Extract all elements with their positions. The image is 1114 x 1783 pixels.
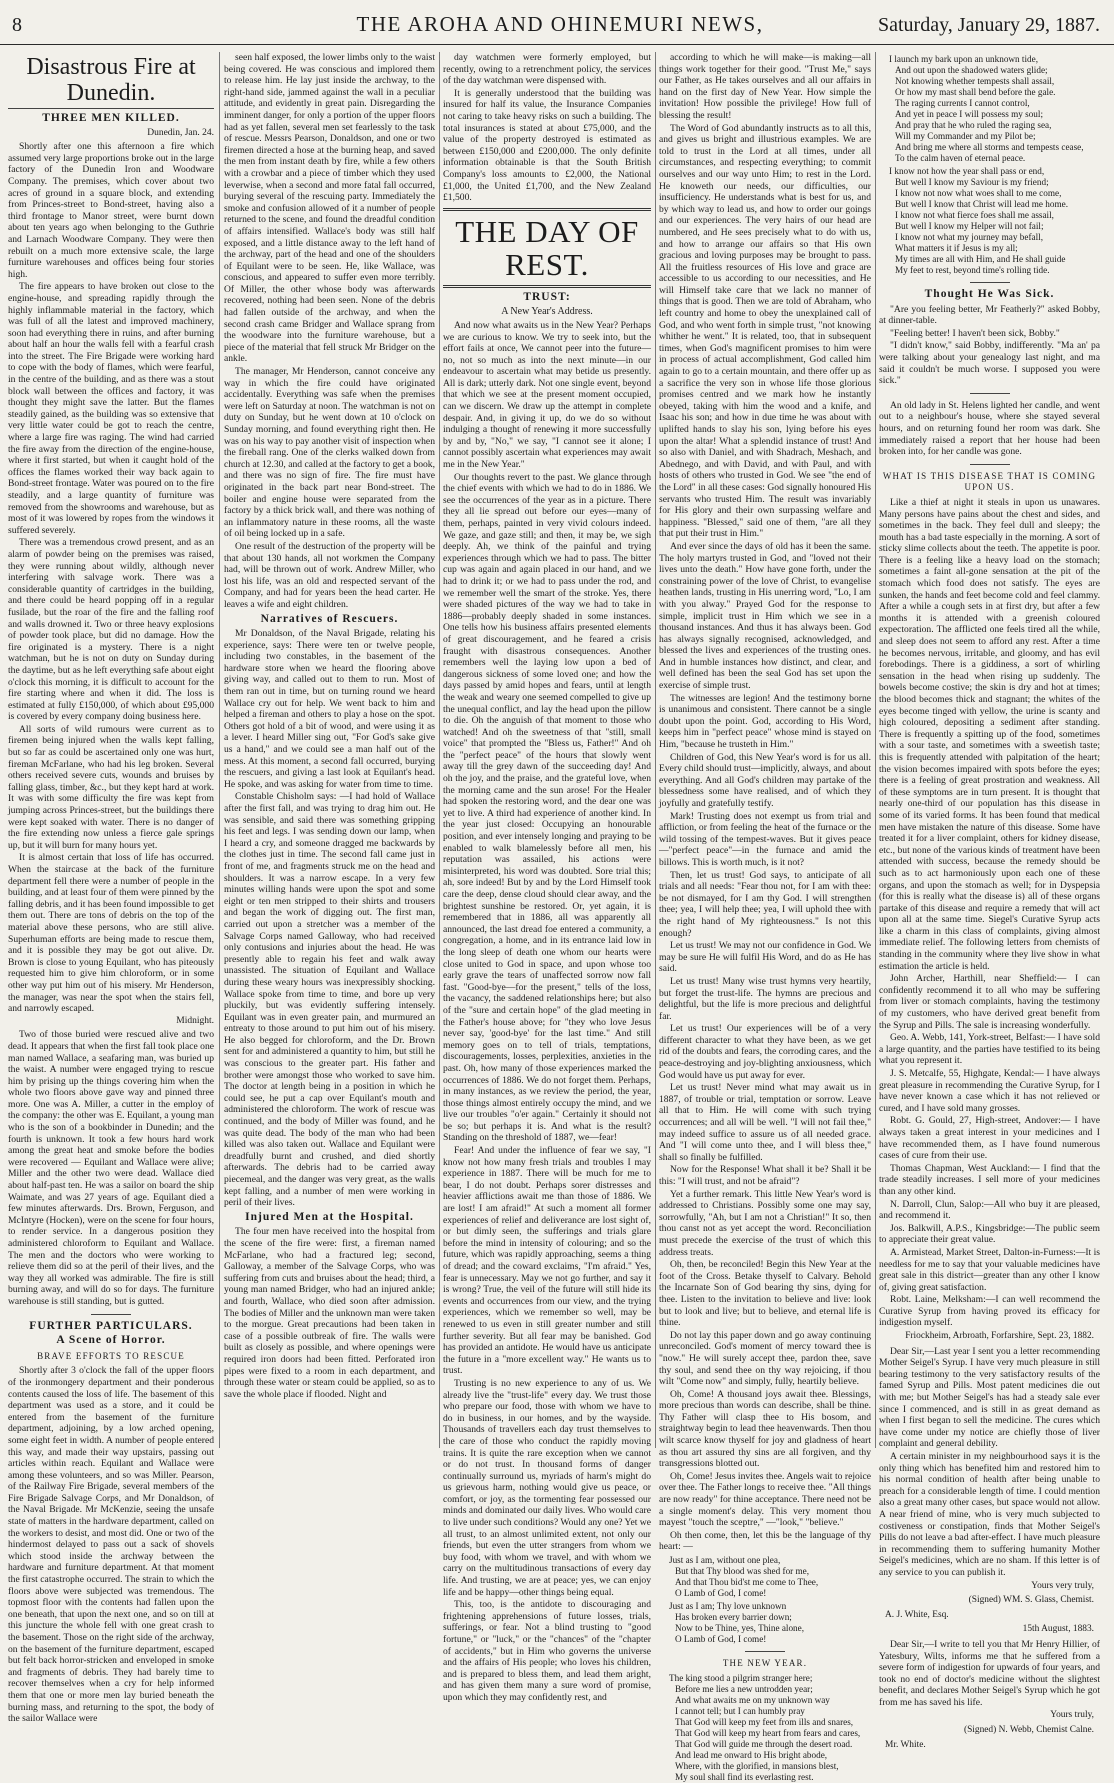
paragraph: Fear! And under the influence of fear we say, "I know not how many fresh trials and troubles I may experience in 1887. There will be much for me to bear, I do not doubt. Perhaps sorer distresses and heavier afflictions await me than those of 1886. We are lost! I am afraid!" At such a moment all former experiences of relief and deliverance are lost sight of, or but dimly seen, the sufferings and trials glare before the mind in intensity of colouring; and so the future, which was rapidly approaching, seems a thing of dread; and the coward exclaims, "I'm afraid." Yes, fear is unnecessary. May we not go further, and say it is wrong? True, the veil of the future will still hide its events and occurrences from our view, and the trying experiences, which we remember so well, may be renewed to us even in still greater number and still further severity. But all fear may be banished. God has provided an antidote. He would have us anticipate the future in a "more excellent way." He wants us to trust. [443, 1145, 651, 1377]
letter-closing: Yours very truly, [1031, 1580, 1094, 1591]
paragraph: Oh, Come! Jesus invites thee. Angels wait to rejoice over thee. The Father longs to receive thee. "All things are now ready" for thine acceptance. There need not be a single moment's delay. This very moment thou mayest "touch the sceptre," —"look," "believe." [659, 1470, 871, 1529]
paragraph: Our thoughts revert to the past. We glance through the chief events with which we had to do in 1886. We see the occurrences of the year as in a picture. There they all lie spread out before our eyes—many of them, perhaps, painted in very vivid colours indeed. We gaze, and gaze still; and then, it may be, we sigh deeply. Ah, we think of the painful and trying experiences through which we had to pass. The bitter cup was again and again placed in our hand, and we had to drink it; or we had to pass under the rod, and we remember well the smart of the stroke. Yes, there were shaded pictures of the way we had to take in 1886—probably deeply shaded in some instances. One tells how his business affairs presented elements of great discouragement, and he feared a crisis fraught with disastrous consequences. Another remembers well the laying low upon a bed of dangerous sickness of some loved one; and how the days passed by amid hopes and fears, until at length the weak and weary one seemed compelled to give up the unequal conflict, and lay the head upon the pillow to die. Oh the anguish of that moment to those who watched! And oh the sweetness of that "still, small voice" that prompted the "Bless us, Father!" And oh the "perfect peace" of the hours that slowly went away till the grey dawn of the succeeding day! And oh the joy, and the praise, and the grateful love, when the morning came and the sun arose! For the Healer had spoken the restoring word, and the dear one was yet to live. A third had experience of another kind. In the year just closed: Occupying an honourable position, and ever intensely longing and praying to be enabled to walk blamelessly before all men, his reputation was assailed, his actions were misinterpreted, his word was doubted. Sore trial this; ah, sore indeed! But by and by the Lord Himself took care the deep, dense cloud should clear away, and the brightest sunshine be restored. Or, yet again, it is remembered that in 1886, all was apparently all announced, the last dread foe entered a community, a congregation, a home, and in its entrance laid low in the long sleep of death one whom our hearts were close united to God in space, and upon whose too early grave the tears of unaffected sorrow now fall fast. "Good-bye—for the present," tells of the loss, the vacancy, the saddened relationships here; but also of the "sure and certain hope" of the glad meeting in the Father's house above; for "they who love Jesus never say, 'good-bye' for the last time." And still memory goes on to tell of trials, temptations, discouragements, losses, perplexities, anxieties in the past. Oh, how many of those experiences marked the occurrences of 1886. We do not forget them. Perhaps, in many instances, as we review the period, the year, those things almost entirely occupy the mind, and we live our troubles "o'er again." Certainly it should not be so; but perhaps it is. And what is the result? Standing on the threshold of 1887, we—fear! [443, 471, 651, 1144]
paragraph: Oh, then, be reconciled! Begin this New Year at the foot of the Cross. Betake thyself to Calvary. Behold the Incarnate Son of God bearing thy sins, dying for thee. Listen to the invitation to believe and live: look but to look and live; but to believe, and eternal life is thine. [659, 1259, 871, 1329]
poem-verse: The king stood a pilgrim stranger here; Before me lies a new untrodden year; And what awaits me on my unknown way I cannot tell; but I can humbly pray That God will keep my feet from ills and snares, That God will keep my heart from fears and cares, That God will guide me through the desert road. And lead me onward to His bright abode, Where, with the glorified, in mansions blest, My soul shall find its everlasting rest. [669, 1672, 861, 1782]
testimonial: Geo. A. Webb, 141, York-street, Belfast:— I have sold a large quantity, and the parties have testified to its being what you represent it. [879, 1032, 1100, 1067]
page-number: 8 [12, 14, 22, 36]
paragraph: This, too, is the antidote to discouraging and frightening apprehensions of future losses, trials, sufferings, or fear. Not a blind trusting to "good fortune," or "luck," or the "chances" of the "chapter of accidents," but in Him who governs the universe and the affairs of His people; who loves his children, and is prepared to bless them, and lead them aright, and has given them many a sure word of promise, upon which they may confidently rest, and [443, 1599, 651, 1703]
column-divider [875, 52, 876, 1448]
paragraph: An old lady in St. Helens lighted her candle, and went out to a neighbour's house, where she stayed several hours, and on returning found her room was dark. She immediately raised a report that her house had been broken into, for her candle was gone. [879, 399, 1100, 458]
paragraph: Do not lay this paper down and go away continuing unreconciled. God's moment of mercy toward thee is "now." He will surely accept thee, pardon thee, save thy soul, and send thee on thy way rejoicing, if thou wilt "Come now" and simply, fully, heartily believe. [659, 1329, 871, 1388]
letter-recipient: Mr. White. [885, 1739, 926, 1750]
paragraph: Then, let us trust! God says, to anticipate of all trials and all needs: "Fear thou not, for I am with thee: be not dismayed, for I am thy God. I will strengthen thee; yea, I will help thee; yea, I will uphold thee with the right hand of My righteousness." Is not this enough? [659, 869, 871, 939]
paragraph: Mark! Trusting does not exempt us from trial and affliction, or from feeling the heat of the furnace or the wild tossing of the tempest-waves. But it gives peace—"perfect peace"—in the furnace and amid the billows. This is worth much, is it not? [659, 810, 871, 868]
column-2 [224, 52, 435, 1448]
letter-body: Dear Sir,—Last year I sent you a letter recommending Mother Seigel's Syrup. I have very much pleasure in still bearing testimony to the very satisfactory results of the famed Syrup and Pills. Most patent medicines die out with me; but Mother Seigel's has had a steady sale ever since I commenced, and is still in as great demand as when I first began to sell the medicine. The cures which have come under my notice are chiefly those of liver complaint and general debility. [879, 1345, 1100, 1450]
paragraph: "Feeling better! I haven't been sick, Bobby." [890, 327, 1060, 339]
testimonial: Thomas Chapman, West Auckland:— I find that the trade steadily increases. I sell more of your medicines than any other kind. [879, 1162, 1100, 1197]
paragraph: day watchmen were formerly employed, but recently, owing to a retrenchment policy, the services of the day watchman were dispensed with. [443, 52, 651, 87]
paragraph: Oh then come, then, let this be the language of thy heart: — [659, 1529, 871, 1553]
section-heading: FURTHER PARTICULARS. [29, 1319, 193, 1332]
letter-place-date: Friockheim, Arbroath, Forfarshire, Sept. 23, 1882. [905, 1331, 1094, 1342]
paragraph: The Word of God abundantly instructs as to all this, and gives us bright and illustrious examples. We are told to trust in the Lord at all times, under all circumstances, and respecting everything; to commit ourselves and our way unto Him; to rest in the Lord. He knoweth our needs, our difficulties, our insufficiency. He understands what is best for us, and by which way to lead us, and how to order our goings and our experiences. The very hairs of our head are numbered, and He sees precisely what to do with us, and how to arrange our affairs so that His own gracious and loving purposes may be brought to pass. All the fruitless resources of His love and grace are accessible to us according to our necessities, and He will Himself take care that we lack no manner of things that is good. Then we are told of Abraham, who left country and home to obey the unexplained call of God, and who went forth in simple trust, "not knowing whither he went." It is related, too, that in subsequent times, when God's magnificent promises to him were in process of actual accomplishment, God called him again to go to a certain mountain, and there offer up as a sacrifice the very son in whose life those glorious promises centred and we mark how he instantly obeyed, taking with him the wood and a knife, and Isaac his son; and how in due time he was about with uplifted hands to slay his son, lying before his eyes upon the altar! What a splendid instance of trust! And so also with Daniel, and with Shadrach, Meshach, and Abednego, and with David, and with Paul, and with hosts of others who trusted in God. We see "the end of the Lord" in all these cases: God signally honoured His servants who trusted Him. The result was invariably for His glory and their own surpassing welfare and happiness. "Blessed," said one of them, "are all they that put their trust in Him." [659, 122, 872, 540]
paragraph: Oh, Come! A thousand joys await thee. Blessings, more precious than words can describe, shall be thine. Thy Father will clasp thee to His bosom, and straightway begin to lead thee heavenwards. Then thou wilt scarce know thyself for joy and gladness of heart as thou art assured thy sins are all forgiven, and thy transgressions blotted out. [659, 1388, 871, 1470]
article-headline: WHAT IS THIS DISEASE THAT IS COMING UPON US. [882, 470, 1097, 493]
column-3 [443, 52, 651, 1703]
paragraph: One result of the destruction of the property will be that about 130 hands, all not workmen the Company had, will be thrown out of work. Andrew Miller, who lost his life, was an old and respected servant of the Company, and had for years been the head carter. He leaves a wife and eight children. [224, 540, 435, 610]
letter-closing: Yours truly, [1050, 1710, 1094, 1721]
letter-place-date: 15th August, 1883. [1022, 1624, 1094, 1635]
testimonial: N. Darroll, Clun, Salop:—All who buy it are pleased, and recommend it. [879, 1198, 1100, 1222]
paragraph: Two of those buried were rescued alive and two dead. It appears that when the first fall took place one man named Wallace, a seafaring man, was buried up the waist. A number were engaged trying to rescue him by prising up the things covering him when the whole two floors above gave way and pinned three more. One was A. Miller, a cutter in the employ of the company: the other was E. Equilant, a young man who is the son of a bookbinder in Dunedin; and the fourth is unknown. It took a few hours hard work among the great heat and smoke before the bodies were recovered — Equilant and Wallace were alive; Miller and the other two were dead. Wallace died about half-past ten. He was a sailor on board the ship Waimate, and was 27 years of age. Equilant died a few minutes afterwards. Drs. Brown, Ferguson, and McIntyre (Hocken), were on the scene for four hours, to render service. In a dangerous position they administered chloroform to Equilant and Wallace. The men and the doctors who were working to relieve them did so at the peril of their lives, and the way they all worked was admirable. The fire is still burning away, and will do so for days. The furniture warehouse is still standing, but is gutted. [8, 1029, 214, 1307]
paragraph: Trusting is no new experience to any of us. We already live the "trust-life" every day. We trust those who prepare our food, those with whom we have to do in business, in our homes, and by the wayside. Thousands of travellers each day trust themselves to the care of those who conduct the rapidly moving trains. It is quite the rare exception when we cannot or do not trust. In thousand forms of danger continually surround us, myriads of harm's might do us grievous harm, nothing would give us peace, or comfort, or joy, as the tormenting fear possessed our minds and dominated our daily lives. Who would care to live under such conditions? Would any one? Yet we all trust, to an almost unlimited extent, not only our friends, but even the utter strangers from whom we buy food, with whom we travel, and with whom we carry on the multitudinous transactions of every day life. And trusting, we are at peace; yes, we can enjoy life and be happy—other things being equal. [443, 1377, 651, 1598]
article-headline: Thought He Was Sick. [924, 288, 1055, 300]
section-heading: Injured Men at the Hospital. [245, 1210, 414, 1223]
column-5 [879, 52, 1100, 1750]
issue-date: Saturday, January 29, 1887. [878, 14, 1100, 36]
hymn-verse: Just as I am; Thy love unknown Has broken every barrier down; Now to be Thine, yes, Thine alone, O Lamb of God, I come! [669, 1601, 805, 1644]
paragraph: according to which he will make—is making—all things work together for their good. "Trust Me," says our Father, as He takes ourselves and all our affairs in hand on the first day of New Year. How simple the invitation! How possible the privilege! How full of blessing the result! [659, 52, 871, 121]
hymn-verse: Just as I am, without one plea, But that Thy blood was shed for me, And that Thou bid'st me come to Thee, O Lamb of God, I come! [669, 1555, 819, 1598]
paragraph: It is generally understood that the building was insured for half its value, the Insurance Companies not caring to take heavy risks on such a building. The total insurances is stated at about £75,000, and the value of the property destroyed is estimated as between £150,000 and £200,000. The only definite information obtainable is that the South British Company's loss amounts to £2,000, the National £1,000, the United £1,700, and the New Zealand £1,500. [443, 87, 651, 204]
testimonial: Robt. G. Gould, 27, High-street, Andover:— I have always taken a great interest in your medicines and I have recommended them, as I have found numerous cases of cure from their use. [879, 1115, 1100, 1162]
masthead [0, 0, 1114, 45]
poem-verse: I know not how the year shall pass or end, But well I know my Saviour is my friend; I know not now what woes shall to me come, But well I know that Christ will lead me home. I know not what fierce foes shall me assail, But well I know my Helper will not fail; I know not what my journey may befall, What matters it if Jesus is my all; My times are all with Him, and He shall guide My feet to rest, beyond time's rolling tide. [889, 166, 1069, 275]
dateline: Dunedin, Jan. 24. [147, 127, 214, 138]
letter-signature: (Signed) WM. S. Glass, Chemist. [968, 1595, 1094, 1606]
poem-title: THE NEW YEAR. [722, 1658, 808, 1668]
divider [970, 393, 1010, 394]
article-headline: TRUST: [523, 290, 571, 303]
paragraph: Constable Chisholm says: —I had hold of Wallace after the first fall, and was trying to drag him out. He was sensible, and said there was something gripping his feet and legs. I was sending down our lamp, when I heard a cry, and someone dragged me backwards by the clothes just in time. The second fall came just in front of me, and fragments struck me on the head and shoulders. It was a narrow escape. In a very few minutes willing hands were upon the spot and some eight or ten men stripped to their shirts and trousers and began the work of digging out. The first man, carried out upon a stretcher was a member of the Salvage Corps named Galloway, who had received only contusions and injuries about the head. He was presently able to regain his feet and walk away unassisted. The situation of Equilant and Wallace during these weary hours was inexpressibly shocking. Wallace spoke from time to time, and bore up very pluckily, but was evidently suffering intensely. Equilant was in even greater pain, and murmured an entreaty to those around to put him out of his misery. He also begged for chloroform, and the Dr. Brown sent for and administered a quantity to him, but still he was conscious to the greater part. His father and brother were amongst those who worked to save him. The doctor at length being in a position in which he could see, he put a cap over Equilant's mouth and administered the chloroform. The work of rescue was continued, and the body of Miller was found, and he was quite dead. The body of the man who had been killed was also taken out. Wallace and Equilant were dreadfully burnt and crushed, and died shortly afterwards. The debris had to be carried away piecemeal, and the danger was very great, as the walls kept falling, and a number of men were working in peril of their lives. [224, 791, 435, 1209]
dateline: Midnight. [176, 1015, 214, 1026]
newspaper-title: THE AROHA AND OHINEMURI NEWS, [356, 12, 764, 36]
testimonial: Jos. Balkwill, A.P.S., Kingsbridge:—The public seem to appreciate their great value. [879, 1222, 1100, 1246]
article-headline: Disastrous Fire at Dunedin. [8, 54, 214, 109]
paragraph: And ever since the days of old has it been the same. The holy martyrs trusted in God, and "loved not their lives unto the death." How have gone forth, under the constraining power of the love of Christ, to evangelise heathen lands, trusting in His unerring word, "Lo, I am with you alway." Prayed God for the response to simple, implicit trust in Him which we see in a thousand instances. And thus it has always been. God has always signally recognised, acknowledged, and blessed the lives and experiences of the trusting ones. And in humble instances how distinct, and clear, and well defined has been the seal God has set upon the exercise of simple trust. [659, 540, 871, 692]
paragraph: It is almost certain that loss of life has occurred. When the staircase at the back of the furniture department fell there were a number of people in the building, and at least four of them were pinned by the falling debris, and it has been found impossible to get them out. There are tons of debris on the top of the material above these persons, who are still alive. Superhuman efforts are being made to rescue them, and it is possible they may be got out alive. Dr. Brown is close to young Equilant, who has piteously requested him to give him chloroform, or in some other way put him out of his misery. Mr Henderson, the manager, was near the spot when the stairs fell, and narrowly escaped. [8, 852, 214, 1015]
paragraph: There was a tremendous crowd present, and as an alarm of powder being on the premises was raised, they were running about wildly, although never interfering with salvage work. There was a considerable quantity of cartridges in the building, and there could be heard popping off in a regular fusilade, but the roar of the fire and the falling roof and walls drowned it. Two or three heavy explosions of powder took place, but did no damage. How the fire originated is a mystery. There is a night watchman, but he is not on duty on Sunday during the daytime, but as he left everything safe about eight o'clock this morning, it is difficult to account for the fire starting where and when it did. The loss is estimated at fully £150,000, of which about £95,000 is covered by every company doing business here. [8, 537, 214, 723]
paragraph: Let us trust! Our experiences will be of a very different character to what they have been, as we get rid of the doubts and fears, the corroding cares, and the peace-destroying and joy-blighting anxiousness, which God would have us put away for ever. [659, 1023, 871, 1081]
paragraph: Yet a further remark. This little New Year's word is addressed to Christians. Possibly some one may say, sorrowfully, "Ah, but I am not a Christian!" It so, then thou canst not as yet accept the word. Reconciliation must precede the exercise of the trust of which this address treats. [659, 1188, 871, 1258]
paragraph: Let us trust! Many wise trust hymns very heartily, but forget the trust-life. The hymns are precious and delightful, but the life is more precious and delightful far. [659, 975, 871, 1022]
paragraph: seen half exposed, the lower limbs only to the waist being covered. He was conscious and implored them to release him. He lay just inside the archway, to the right-hand side, jammed against the wall in a peculiar attitude, and evidently in great pain. Disregarding the imminent danger, for only a portion of the upper floors had as yet fallen, several men set fearlessly to the task of rescue. Messrs Pearson, Donaldson, and one or two firemen directed a hose at the burning heap, and saved the men from instant death by fire, while a few others with a crowbar and a piece of timber which they used leverwise, when a second and more fatal fall occurred, burying several of the rescuing party. Immediately the smoke and confusion allowed of it a number of people returned to the scene, and found the dreadful condition of affairs intensified. Wallace's body was still half exposed, and a little distance away to the left hand of the archway, part of the head and one of the shoulders of Equilant were to be seen. He, like Wallace, was conscious, and appeared to suffer even more terribly. Of Miller, the other whose body was afterwards recovered, nothing had been seen. None of the debris had fallen outside of the archway, and when the second crash came Bridger and Wallace sprang from the woodware into the furniture warehouse, but a piece of the material that fell struck Mr Bridger on the ankle. [224, 52, 435, 365]
paragraph: Let us trust! We may not our confidence in God. We may be sure He will fulfil His Word, and do as He has said. [659, 940, 871, 975]
column-divider [219, 52, 220, 1448]
testimonial: Robt. Laine, Melksham:—I can well recommend the Curative Syrup from having proved its efficacy for indigestion myself. [879, 1294, 1100, 1329]
letter-recipient: A. J. White, Esq. [885, 1609, 949, 1620]
letter-body: A certain minister in my neighbourhood says it is the only thing which has benefited him and restored him to his normal condition of health after being unable to preach for a considerable length of time. I could mention also a great many other cases, but space would not allow. A near friend of mine, who is very much subjected to costiveness or constipation, finds that Mother Seigel's Pills do not leave a bad after-effect. I have much pleasure in recommending them to suffering humanity Mother Seigel's medicines, which are no sham. If this letter is of any service to you can publish it. [879, 1451, 1100, 1578]
paragraph: Children of God, this New Year's word is for us all. Every child should trust—implicitly, always, and about everything. And all God's children may partake of the blessedness some have realised, and of which they joyfully and gratefully testify. [659, 751, 872, 809]
paragraph: Like a thief at night it steals in upon us unawares. Many persons have pains about the chest and sides, and sometimes in the back. They feel dull and sleepy; the mouth has a bad taste especially in the morning. A sort of sticky slime collects about the teeth. The appetite is poor. There is a feeling like a heavy load on the stomach; sometimes a faint all-gone sensation at the pit of the stomach which food does not satisfy. The eyes are sunken, the hands and feet become cold and feel clammy. After a while a cough sets in at first dry, but after a few months it is attended with a greenish coloured expectoration. The afflicted one feels tired all the while, and sleep does not seem to afford any rest. After a time he becomes nervous, irritable, and gloomy, and has evil forebodings. There is a giddiness, a sort of whirling sensation in the head when rising up suddenly. The bowels become costive; the skin is dry and hot at times; the blood becomes thick and stagnant; the whites of the eyes become tinged with yellow, the urine is scanty and high coloured, depositing a sediment after standing. There is frequently a spitting up of the food, sometimes with a sour taste, and sometimes with a sweetish taste; this is frequently attended with palpitation of the heart; the vision becomes impaired with spots before the eyes; there is a feeling of great prostration and weakness. All of these symptoms are in turn present. It is thought that nearly one-third of our population has this disease in some of its varied forms. It has been found that medical men have mistaken the nature of this disease. Some have treated it for a liver complaint, others for kidney disease, etc., but none of the various kinds of treatment have been attended with success, because the remedy should be such as to act harmoniously upon each one of these organs, and upon the stomach as well; for in Dyspepsia (for this is really what the disease is) all of these organs partake of this disease and require a remedy that will act upon all at the same time. Siegel's Curative Syrup acts like a charm in this class of complaints, giving almost immediate relief. The following letters from chemists of standing in the community where they live show in what estimation the article is held. [879, 496, 1100, 972]
paragraph: The manager, Mr Henderson, cannot conceive any way in which the fire could have originated accidentally. Everything was safe when the premises were left on Saturday at noon. The watchman is not on duty on Sunday, but he went down at 10 o'clock on Sunday morning, and found everything right then. He was on his way to pay another visit of inspection when the fireball rang. One of the clerks walked down from church at 12.30, and called at the factory to get a book, and there was no sign of fire. The fire must have originated in the back part near Bond-street. The boiler and engine house were separated from the factory by a thick brick wall, and there was nothing of an inflammatory nature in these rooms, all the waste of oil being locked up in a safe. [224, 366, 435, 540]
testimonial: John Archer, Harthill, near Sheffield:— I can confidently recommend it to all who may be suffering from liver or stomach complaints, having the testimony of my customers, who have derived great benefit from the Syrup and Pills. The sale is increasing wonderfully. [879, 973, 1100, 1031]
section-banner-heading: THE DAY OF REST. [443, 208, 651, 288]
paragraph: All sorts of wild rumours were current as to firemen being injured when the walls kept falling, but so far as could be ascertained only one was hurt, fireman McFarlane, who had his leg broken. Several others received severe cuts, wounds and bruises by falling glass, timber, &c., but they kept hard at work. It was with some difficulty the fire was kept from jumping across Princes-street, but the buildings there were kept soaked with water. There is no danger of the fire extending now unless a fierce gale springs up, but it will burn for many hours yet. [8, 723, 214, 851]
poem-verse: I launch my bark upon an unknown tide, And out upon the shadowed waters glide; Not knowing whether tempests shall assail, Or how my mast shall bend before the gale. The raging currents I cannot control, And yet in peace I will possess my soul; And pray that he who ruled the raging sea, Will my Commander and my Pilot be; And bring me where all storms and tempests cease, To the calm haven of eternal peace. [889, 54, 1084, 163]
paragraph: Now for the Response! What shall it be? Shall it be this: "I will trust, and not be afraid"? [659, 1164, 871, 1187]
column-divider [439, 52, 440, 1448]
article-subhead: A New Year's Address. [501, 306, 593, 318]
column-4 [659, 52, 872, 1782]
section-heading: Narratives of Rescuers. [260, 612, 399, 625]
column-divider [655, 52, 656, 1448]
paragraph: "Are you feeling better, Mr Featherly?" asked Bobby, at dinner-table. [879, 303, 1100, 327]
paragraph: Mr Donaldson, of the Naval Brigade, relating his experience, says: There were ten or twelve people, including two constables, in the basement of the hardware store when we heard the flooring above giving way, and called out to them to run. Most of them ran out in time, but on turning round we heard Wallace cry out for help. We went back to him and helped a fireman and others to play a hose on the spot. Others got hold of a bit of wood, and were using it as a lever. I heard Miller sing out, "For God's sake give us a hand," and we could see a man half out of the mess. At this moment, a second fall occurred, burying the rescuers, and giving a last look at Equilant's head. He spoke, and was asking for water from time to time. [224, 628, 435, 790]
paragraph: Let us trust! Never mind what may await us in 1887, of trouble or trial, temptation or sorrow. Leave all that to Him. He will come with such trying occurrences; and all will be well. "I will not fail thee," may indeed suffice to assure us of all needed grace. And "I will come unto thee, and I will bless thee," shall so finally be fulfilled. [659, 1082, 871, 1163]
column-1 [8, 52, 214, 1725]
paragraph: And now what awaits us in the New Year? Perhaps we are curious to know. We try to seek into, but the effort fails at once, We cannot peer into the future—no, not so much as into the next minute—in our endeavour to ascertain what may betide us presently. All is dark; utterly dark. Not one single event, beyond that which we see at the present moment occupied, can we discern. We draw up the attempt in complete despair. And, in giving it up, do we do so without indulging a thought of renewing it more successfully by and by, "No," we say, "I cannot see it alone; I cannot possibly ascertain what experiences may await me in the New Year." [443, 319, 651, 471]
paragraph: The fire appears to have broken out close to the engine-house, and spreading rapidly through the highly inflammable material in the factory, which was full of all the latest and improved machinery, soon had everything there in ruins, and after burning about half an hour the walls fell with a fearful crash into the street. The Fire Brigade were working hard to cope with the body of flames, which were fearful, in the centre of the building, and as there was a stout block wall between the offices and factory, it was thought they might save the latter. But the flames steadily gained, as the building was so extensive that very little water could be got to reach the centre, where a large fire was raging. The wind had carried the fire away from the direction of the engine-house, where it first started, but when it caught hold of the offices the flames worked their way back again to Bond-street frontage. Water was poured on to the fire steadily, and a large quantity of furniture was removed from the showrooms and warehouse, but as most of it was lowered by ropes from the windows it suffered severely. [8, 281, 214, 536]
letter-signature: (Signed) N. Webb, Chemist Calne. [963, 1725, 1094, 1736]
testimonial: J. S. Metcalfe, 55, Highgate, Kendal:— I have always great pleasure in recommending the Curative Syrup, for I have never known a case which it has not relieved or cured, and I have sold many grosses. [879, 1068, 1100, 1114]
paragraph: The witnesses are legion! And the testimony borne is unanimous and consistent. There cannot be a single doubt upon the point. God, according to His Word, keeps him in "perfect peace" whose mind is stayed on Him, "because he trusteth in Him." [659, 692, 871, 751]
paragraph: "I didn't know," said Bobby, indifferently. "Ma an' pa were talking about your genealogy last night, and ma said it couldn't be much worse. I supposed you were sick." [879, 340, 1100, 387]
divider [970, 464, 1010, 465]
divider [970, 282, 1010, 283]
divider [91, 1314, 131, 1315]
paragraph: The four men have received into the hospital from the scene of the fire were: first, a fireman named McFarlane, who had a fractured leg; second, Galloway, a member of the Salvage Corps, who was suffering from cuts and bruises about the head; third, a young man named Bridger, who had an injured ankle; and fourth, Wallace, who died soon after admission. The bodies of Miller and the unknown man were taken to the morgue. Great precautions had been taken in case of a possible outbreak of fire. The walls were built as closely as possible, and where openings were required iron doors had been fitted. Perforated iron pipes were fixed to a room in each department, and through these water or steam could be applied, so as to save the whole place if flooded. Night and [224, 1226, 435, 1400]
divider [745, 1651, 785, 1652]
testimonial: A. Armistead, Market Street, Dalton-in-Furness:—It is needless for me to say that your valuable medicines have great sale in this district—greater than any other I know of, giving great satisfaction. [879, 1246, 1100, 1293]
letter-body: Dear Sir,—I write to tell you that Mr Henry Hillier, of Yatesbury, Wilts, informs me that he suffered from a severe form of indigestion for upwards of four years, and took no end of doctor's medicine without the slightest benefit, and declares Mother Seigel's Syrup which he got from me has saved his life. [879, 1638, 1100, 1708]
paragraph: Shortly after 3 o'clock the fall of the upper floors of the ironmongery department and their ponderous contents caused the loss of life. The basement of this department was used as a store, and it could be entered from the basement of the furniture department, adjoining, by a low arched opening, some eight feet in width. A number of people entered this way, and made their way upstairs, passing out articles within reach. Equilant and Wallace were among these volunteers, and so was Miller. Pearson, of the Railway Fire Brigade, several members of the Fire Brigade Salvage Corps, and Mr Donaldson, of the Naval Brigade. Mr McKenzie, seeing the unsafe state of matters in the hardware department, called on the workers to desist, and most did. One or two of the hindermost delayed to pass out a sack of shovels which stood inside the archway between the hardware and furniture department. At that moment the first catastrophe occurred. The strain to which the floors above were subjected was tremendous. The topmost floor with the contents had fallen upon the one beneath, that upon the next one, and so on till at this juncture the whole fell with one great crash to the basement. Those on the right side of the archway, on the basement of the furniture department, escaped but felt back horror-stricken and enveloped in smoke and fragments of debris. They had barely time to recover themselves when a cry for help informed them that one or more men lay buried beneath the burning mass, and returning to the spot, the body of the sailor Wallace were [8, 1365, 214, 1725]
section-subheading: BRAVE EFFORTS TO RESCUE [37, 1350, 185, 1361]
section-subheading: A Scene of Horror. [56, 1334, 166, 1347]
paragraph: Shortly after one this afternoon a fire which assumed very large proportions broke out in the large factory of the Dunedin Iron and Woodware Company. The premises, which cover about two acres of ground in a square block, and extending from Princes-street to Bond-street, having also a third frontage to Manor street, were burnt down about ten years ago when belonging to the Guthrie and Larnach Woodware Company. They were then rebuilt on a much more extensive scale, the large furniture warehouses and offices being four stories high. [8, 141, 214, 280]
article-subhead: THREE MEN KILLED. [42, 112, 180, 124]
